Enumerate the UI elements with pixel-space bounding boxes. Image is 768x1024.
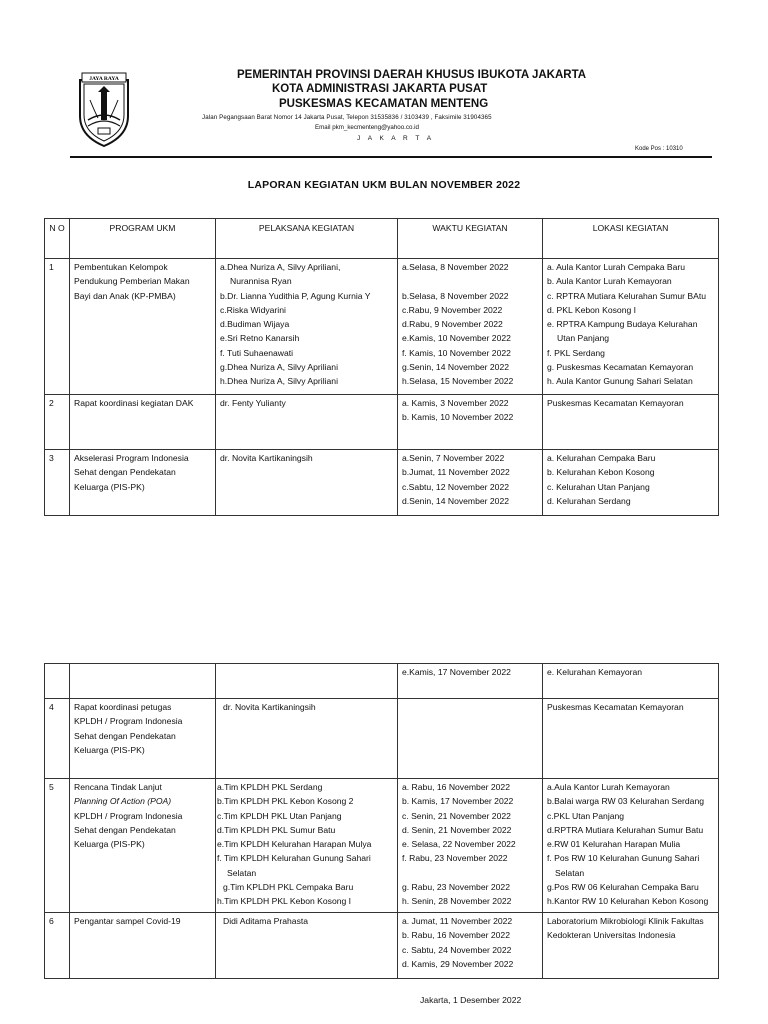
lokasi-line: Selatan [555,867,585,878]
report-title: LAPORAN KEGIATAN UKM BULAN NOVEMBER 2022 [247,179,521,191]
table-row [45,450,719,516]
lokasi-line: c. Kelurahan Utan Panjang [547,481,650,492]
lokasi-line: Laboratorium Mikrobiologi Klinik Fakultas [547,916,704,926]
row-no: 3 [45,450,70,516]
waktu-line: a. Kamis, 3 November 2022 [402,398,509,408]
waktu-line: b.Selasa, 8 November 2022 [402,290,509,301]
signature-date: Jakarta, 1 Desember 2022 [420,995,522,1005]
pelaksana-line: dr. Fenty Yulianty [220,398,286,408]
table-row [45,259,719,395]
program-line: Rencana Tindak Lanjut [74,782,162,792]
program-line: Pembentukan Kelompok [74,262,168,272]
row-pelaksana [216,699,398,779]
waktu-line: g.Senin, 14 November 2022 [402,362,510,373]
lokasi-line: c. RPTRA Mutiara Kelurahan Sumur BAtu [547,290,707,301]
logo-text: JAYA RAYA [89,76,119,82]
lokasi-line: Puskesmas Kecamatan Kemayoran [547,398,684,408]
waktu-line: e.Kamis, 10 November 2022 [402,333,511,344]
waktu-line: h.Selasa, 15 November 2022 [402,376,514,387]
pelaksana-line: dr. Novita Kartikaningsih [223,702,316,712]
waktu-line: d.Rabu, 9 November 2022 [402,319,503,330]
pelaksana-line: b.Dr. Lianna Yudithia P, Agung Kurnia Y [220,290,371,301]
program-line: Keluarga (PIS-PK) [74,744,145,755]
program-line: Sehat dengan Pendekatan [74,467,176,478]
header-waktu: WAKTU KEGIATAN [398,219,543,259]
waktu-line: d. Kamis, 29 November 2022 [402,958,514,969]
row-no: 2 [45,395,70,450]
row-waktu [398,913,543,979]
program-line: Bayi dan Anak (KP-PMBA) [74,290,176,301]
letterhead-line-1: PEMERINTAH PROVINSI DAERAH KHUSUS IBUKOTA JAKARTA [237,69,587,81]
lokasi-line: a. Aula Kantor Lurah Cempaka Baru [547,262,686,272]
row-lokasi [543,913,719,979]
lokasi-line: Kedokteran Universitas Indonesia [547,930,676,941]
row-program [70,699,216,779]
pelaksana-line: Didi Aditama Prahasta [223,916,309,926]
waktu-line: c.Rabu, 9 November 2022 [402,304,503,315]
waktu-line: c.Sabtu, 12 November 2022 [402,481,510,492]
row-waktu [398,395,543,450]
pelaksana-line: c.Tim KPLDH PKL Utan Panjang [217,810,342,821]
letterhead-line-2: KOTA ADMINISTRASI JAKARTA PUSAT [272,83,488,95]
program-line: Rapat koordinasi kegiatan DAK [74,398,194,408]
row-waktu [398,664,543,699]
row-lokasi [543,699,719,779]
waktu-line: e. Selasa, 22 November 2022 [402,839,516,850]
waktu-line: f. Rabu, 23 November 2022 [402,853,508,864]
letterhead-line-3: PUSKESMAS KECAMATAN MENTENG [279,98,489,110]
program-line: Sehat dengan Pendekatan [74,824,176,835]
lokasi-line: c.PKL Utan Panjang [547,810,625,821]
row-no: 6 [45,913,70,979]
pelaksana-line: d.Budiman Wijaya [220,319,290,330]
waktu-line: f. Kamis, 10 November 2022 [402,347,511,358]
waktu-line: a. Rabu, 16 November 2022 [402,782,510,792]
row-program [70,779,216,913]
program-line: Keluarga (PIS-PK) [74,481,145,492]
row-waktu [398,699,543,779]
report-table-page-1 [44,218,719,516]
letterhead [70,66,712,166]
waktu-line: c. Senin, 21 November 2022 [402,810,511,821]
table-row [45,913,719,979]
pelaksana-line: dr. Novita Kartikaningsih [220,453,313,463]
waktu-line: c. Sabtu, 24 November 2022 [402,944,512,955]
waktu-blank [402,866,538,880]
header-lokasi: LOKASI KEGIATAN [543,219,719,259]
program-line: Rapat koordinasi petugas [74,702,172,712]
lokasi-line: f. PKL Serdang [547,347,605,358]
pelaksana-line: f. Tim KPLDH Kelurahan Gunung Sahari [217,853,371,864]
row-lokasi [543,779,719,913]
pelaksana-line: h.Tim KPLDH PKL Kebon Kosong I [217,896,352,907]
pelaksana-line: Selatan [227,867,257,878]
row-pelaksana [216,259,398,395]
letterhead-city: J A K A R T A [357,135,435,142]
row-no: 1 [45,259,70,395]
lokasi-line: h.Kantor RW 10 Kelurahan Kebon Kosong [547,896,709,907]
row-program [70,450,216,516]
jakarta-crest-logo [76,70,132,148]
lokasi-line: d. PKL Kebon Kosong I [547,304,637,315]
row-program [70,259,216,395]
waktu-line: g. Rabu, 23 November 2022 [402,882,510,893]
program-line: Keluarga (PIS-PK) [74,839,145,850]
lokasi-line: b.Balai warga RW 03 Kelurahan Serdang [547,796,705,807]
header-program: PROGRAM UKM [70,219,216,259]
waktu-line: h. Senin, 28 November 2022 [402,896,512,907]
pelaksana-line: a.Dhea Nuriza A, Silvy Apriliani, [220,262,341,272]
row-lokasi [543,395,719,450]
lokasi-line: Utan Panjang [557,333,610,344]
table-row [45,779,719,913]
lokasi-line: d. Kelurahan Serdang [547,495,631,506]
program-line: Akselerasi Program Indonesia [74,453,189,463]
row-pelaksana [216,395,398,450]
row-lokasi [543,450,719,516]
report-table-page-2 [44,663,719,979]
lokasi-line: e. Kelurahan Kemayoran [547,667,643,677]
pelaksana-line: g.Tim KPLDH PKL Cempaka Baru [223,882,354,893]
waktu-line: b. Kamis, 17 November 2022 [402,796,514,807]
letterhead-email: Email pkm_kecmenteng@yahoo.co.id [315,124,419,131]
waktu-line: b. Kamis, 10 November 2022 [402,412,514,423]
program-line: KPLDH / Program Indonesia [74,810,183,821]
pelaksana-line: c.Riska Widyarini [220,304,286,315]
row-no: 4 [45,699,70,779]
pelaksana-line: h.Dhea Nuriza A, Silvy Apriliani [220,376,338,387]
pelaksana-line: g.Dhea Nuriza A, Silvy Apriliani [220,362,338,373]
waktu-line: a.Senin, 7 November 2022 [402,453,505,463]
lokasi-line: e. RPTRA Kampung Budaya Kelurahan [547,319,698,330]
lokasi-line: g.Pos RW 06 Kelurahan Cempaka Baru [547,882,699,893]
row-pelaksana [216,779,398,913]
lokasi-line: d.RPTRA Mutiara Kelurahan Sumur Batu [547,824,704,835]
lokasi-line: b. Aula Kantor Lurah Kemayoran [547,276,672,287]
pelaksana-line: e.Sri Retno Kanarsih [220,333,300,344]
row-program [70,395,216,450]
table-header-row [45,219,719,259]
waktu-blank [402,274,538,288]
table-row [45,395,719,450]
waktu-line: b. Rabu, 16 November 2022 [402,930,510,941]
waktu-line: d. Senin, 21 November 2022 [402,824,512,835]
kode-pos: Kode Pos : 10310 [635,146,683,152]
letterhead-address: Jalan Pegangsaan Barat Nomor 14 Jakarta Pusat, Telepon 31535836 / 3103439 , Faksimile 31904365 [202,114,492,121]
waktu-line: b.Jumat, 11 November 2022 [402,467,510,478]
lokasi-line: h. Aula Kantor Gunung Sahari Selatan [547,376,693,387]
lokasi-line: b. Kelurahan Kebon Kosong [547,467,655,478]
pelaksana-line: b.Tim KPLDH PKL Kebon Kosong 2 [217,796,354,807]
header-no: N O [45,219,70,259]
pelaksana-line: d.Tim KPLDH PKL Sumur Batu [217,824,336,835]
pelaksana-line: a.Tim KPLDH PKL Serdang [217,782,323,792]
waktu-line: e.Kamis, 17 November 2022 [402,667,511,677]
row-waktu [398,450,543,516]
lokasi-line: a.Aula Kantor Lurah Kemayoran [547,782,670,792]
lokasi-line: g. Puskesmas Kecamatan Kemayoran [547,362,694,373]
pelaksana-line: f. Tuti Suhaenawati [220,347,294,358]
header-pelaksana: PELAKSANA KEGIATAN [216,219,398,259]
pelaksana-line: e.Tim KPLDH Kelurahan Harapan Mulya [217,839,372,850]
row-program [70,913,216,979]
row-pelaksana [216,913,398,979]
row-pelaksana [216,450,398,516]
program-line: Sehat dengan Pendekatan [74,730,176,741]
row-waktu [398,779,543,913]
lokasi-line: f. Pos RW 10 Kelurahan Gunung Sahari [547,853,700,864]
row-lokasi [543,259,719,395]
program-line: KPLDH / Program Indonesia [74,716,183,727]
lokasi-line: a. Kelurahan Cempaka Baru [547,453,656,463]
program-line: Pengantar sampel Covid-19 [74,916,181,926]
row-no: 5 [45,779,70,913]
row-lokasi [543,664,719,699]
letterhead-divider [70,156,712,158]
waktu-line: a. Jumat, 11 November 2022 [402,916,513,926]
table-row-continued [45,664,719,699]
pelaksana-line: Nurannisa Ryan [230,276,292,287]
waktu-line: a.Selasa, 8 November 2022 [402,262,509,272]
lokasi-line: Puskesmas Kecamatan Kemayoran [547,702,684,712]
program-line: Planning Of Action (POA) [74,796,172,807]
program-line: Pendukung Pemberian Makan [74,276,190,287]
waktu-line: d.Senin, 14 November 2022 [402,495,510,506]
table-row [45,699,719,779]
row-waktu [398,259,543,395]
lokasi-line: e.RW 01 Kelurahan Harapan Mulia [547,839,681,850]
